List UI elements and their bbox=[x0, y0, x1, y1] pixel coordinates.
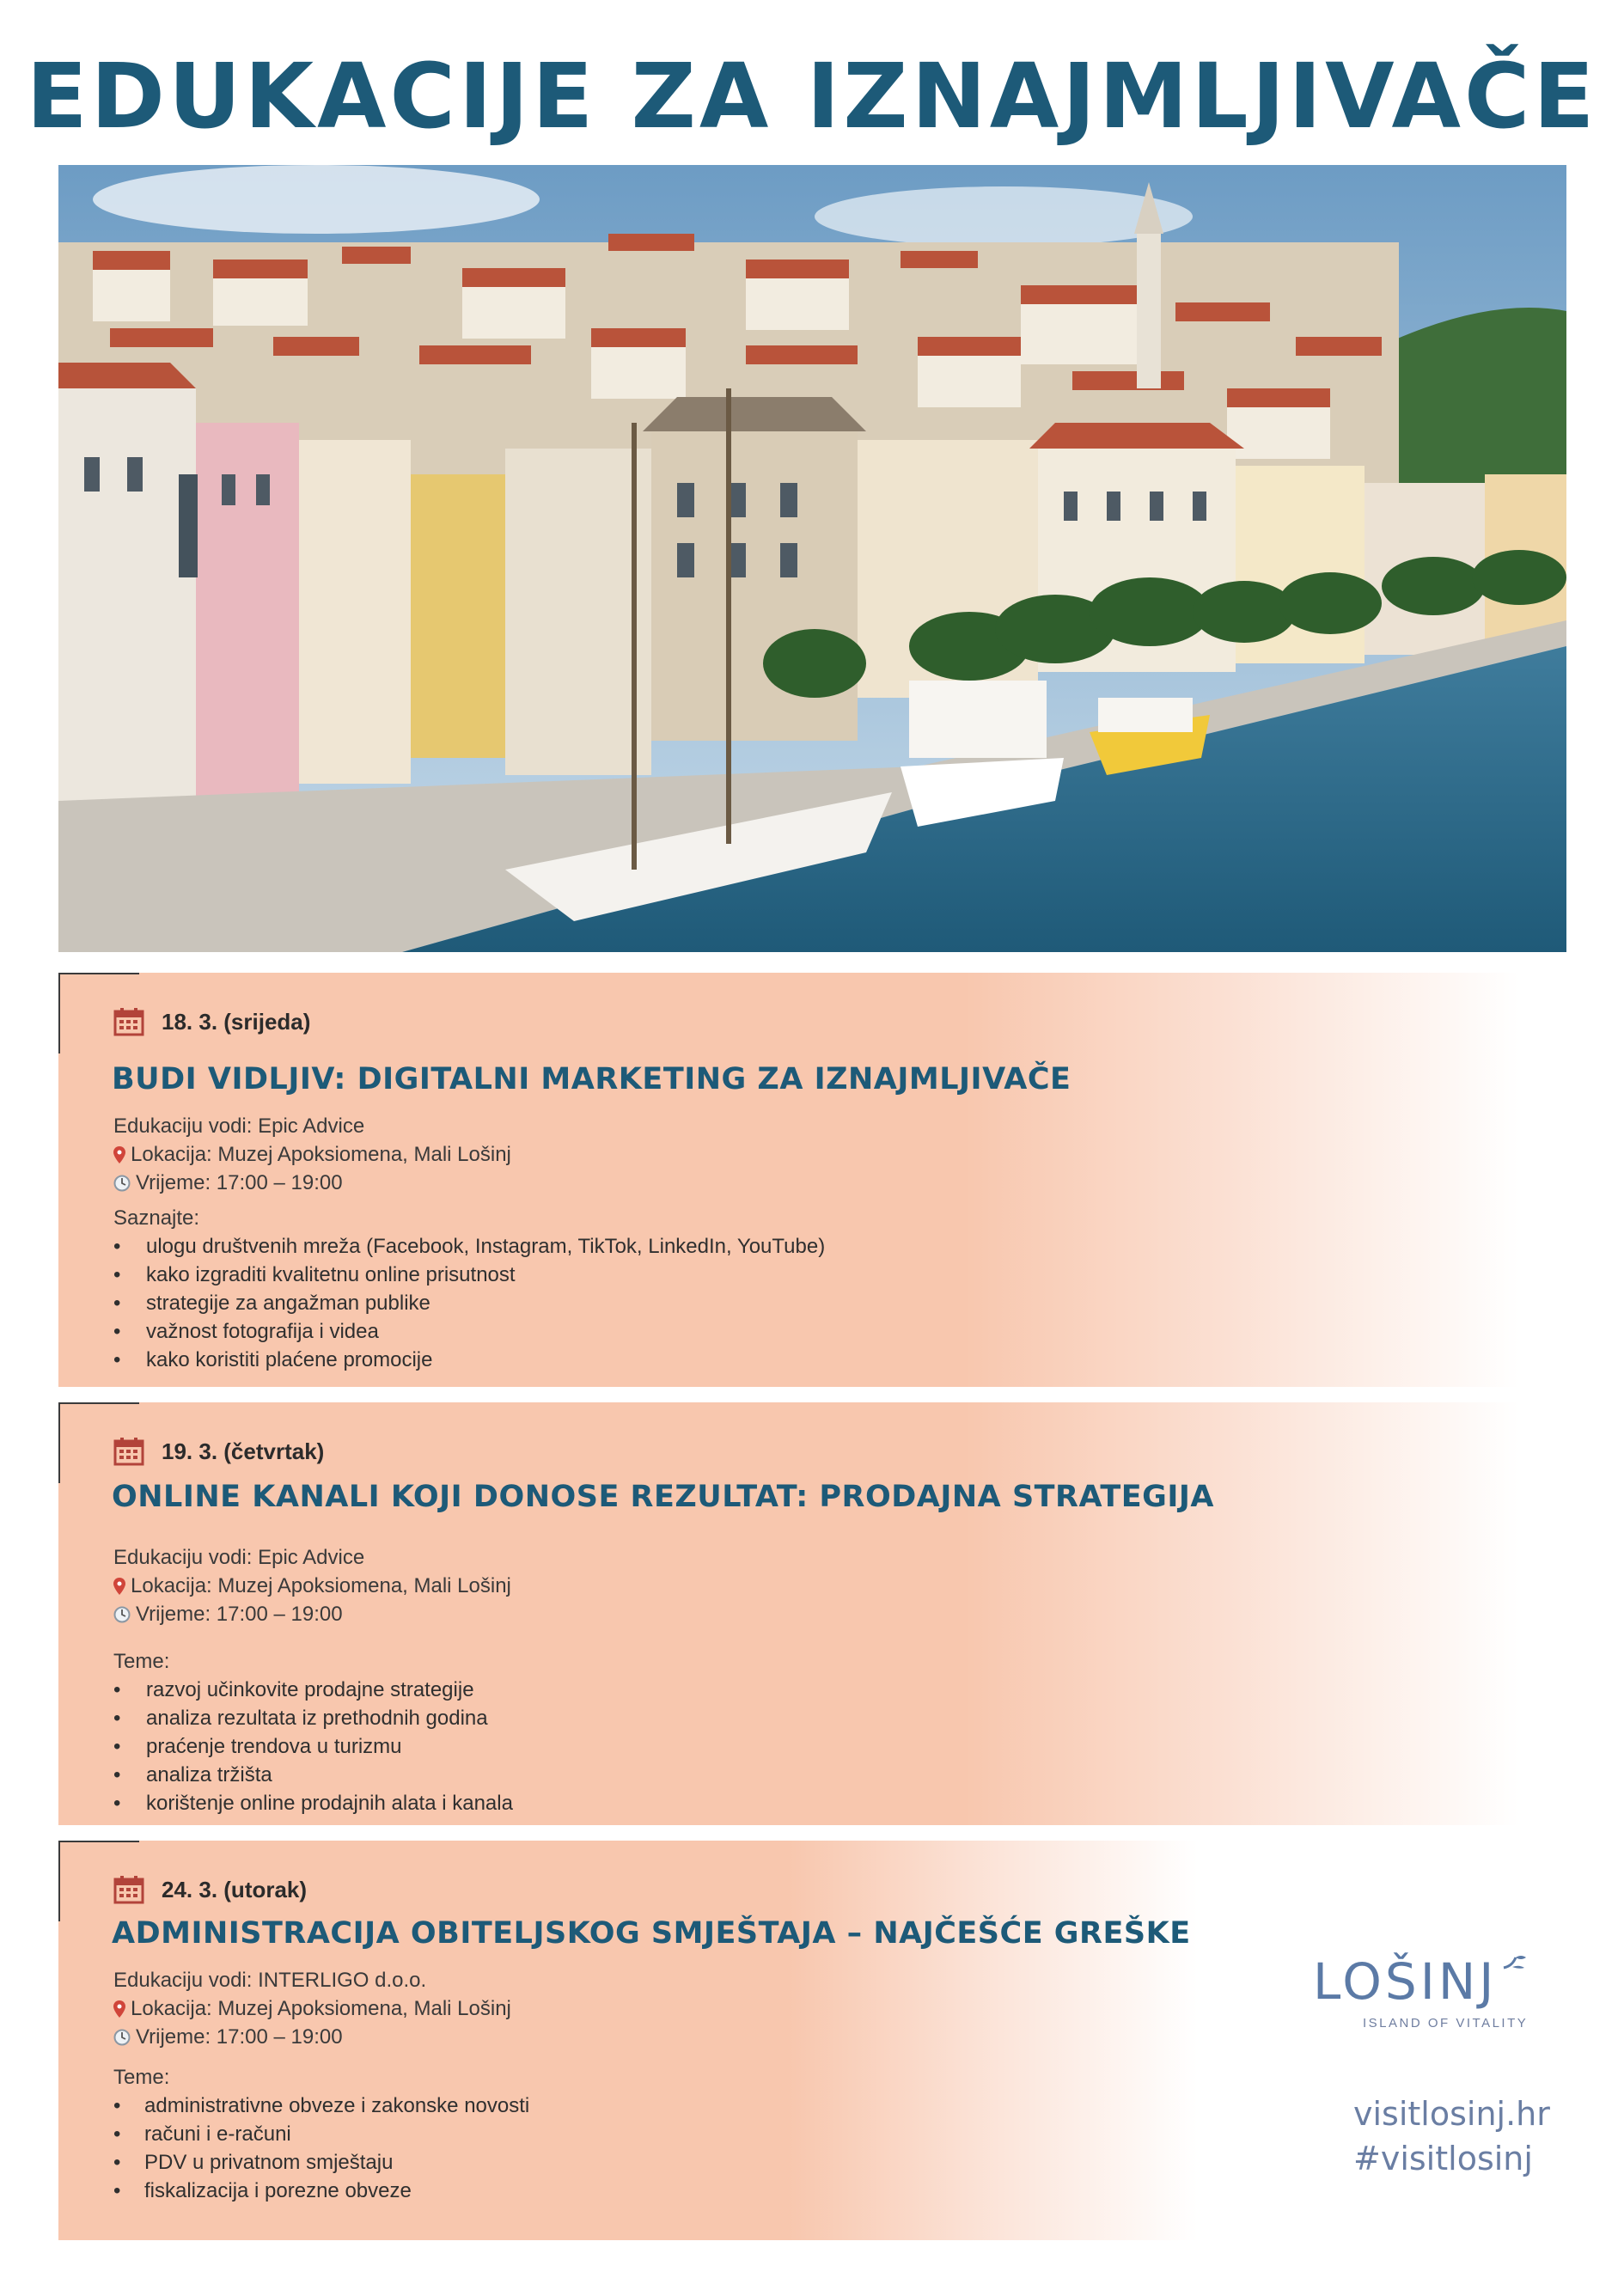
session-info bbox=[113, 1112, 825, 1374]
losinj-logo bbox=[1313, 1952, 1571, 2031]
calendar-icon bbox=[113, 1437, 144, 1466]
calendar-icon bbox=[113, 1875, 144, 1904]
hashtag: #visitlosinj bbox=[1353, 2140, 1533, 2177]
topic-item: • analiza rezultata iz prethodnih godina bbox=[113, 1704, 513, 1732]
location-pin-icon bbox=[113, 2000, 125, 2018]
topics-list bbox=[113, 1676, 513, 1817]
session-info bbox=[113, 1966, 529, 2205]
topic-item: • PDV u privatnom smještaju bbox=[113, 2148, 529, 2177]
sprout-icon bbox=[1500, 1952, 1529, 1982]
session-time-line bbox=[113, 2023, 529, 2051]
topic-item: • administrativne obveze i zakonske novosti bbox=[113, 2092, 529, 2120]
topics-label: Teme: bbox=[113, 1650, 170, 1673]
topic-item: • računi i e-računi bbox=[113, 2120, 529, 2148]
session-location-line bbox=[113, 1994, 529, 2023]
session-title: ADMINISTRACIJA OBITELJSKOG SMJEŠTAJA – NAJČEŠĆE GREŠKE bbox=[112, 1916, 1191, 1951]
session-title: ONLINE KANALI KOJI DONOSE REZULTAT: PRODAJNA STRATEGIJA bbox=[112, 1480, 1215, 1514]
topic-item: • analiza tržišta bbox=[113, 1761, 513, 1789]
session-card-2 bbox=[58, 1402, 1519, 1825]
topics-label: Teme: bbox=[113, 2066, 170, 2089]
topics-list bbox=[113, 2092, 529, 2205]
logo-tagline: ISLAND OF VITALITY bbox=[1363, 2016, 1529, 2031]
clock-icon bbox=[113, 1606, 131, 1623]
page-title: EDUKACIJE ZA IZNAJMLJIVAČE bbox=[26, 44, 1598, 149]
session-time: Vrijeme: 17:00 – 19:00 bbox=[136, 1171, 343, 1194]
topic-item: • ulogu društvenih mreža (Facebook, Instagram, TikTok, LinkedIn, YouTube) bbox=[113, 1232, 825, 1261]
topic-item: • kako koristiti plaćene promocije bbox=[113, 1346, 825, 1374]
logo-text: LOŠINJ bbox=[1313, 1952, 1498, 2011]
session-date: 19. 3. (četvrtak) bbox=[162, 1438, 325, 1464]
session-time: Vrijeme: 17:00 – 19:00 bbox=[136, 2025, 343, 2049]
hero-photo bbox=[58, 165, 1566, 952]
topic-item: • praćenje trendova u turizmu bbox=[113, 1732, 513, 1761]
session-time: Vrijeme: 17:00 – 19:00 bbox=[136, 1603, 343, 1626]
calendar-icon bbox=[113, 1007, 144, 1036]
location-pin-icon bbox=[113, 1578, 125, 1595]
session-date: 24. 3. (utorak) bbox=[162, 1876, 308, 1902]
session-date: 18. 3. (srijeda) bbox=[162, 1008, 311, 1035]
session-info bbox=[113, 1543, 513, 1817]
session-lead: Edukaciju vodi: INTERLIGO d.o.o. bbox=[113, 1969, 427, 1992]
logo-wordmark bbox=[1313, 1952, 1571, 2011]
location-pin-icon bbox=[113, 1146, 125, 1163]
topics-label: Saznajte: bbox=[113, 1206, 200, 1230]
topic-item: • korištenje online prodajnih alata i kanala bbox=[113, 1789, 513, 1817]
session-location-line bbox=[113, 1140, 825, 1169]
session-card-3 bbox=[58, 1841, 1519, 2240]
session-card-1 bbox=[58, 973, 1519, 1387]
topic-item: • kako izgraditi kvalitetnu online prisutnost bbox=[113, 1261, 825, 1289]
session-date-row bbox=[113, 1007, 310, 1036]
clock-icon bbox=[113, 2029, 131, 2046]
contact-block bbox=[1353, 2092, 1550, 2181]
session-date-row bbox=[113, 1875, 307, 1904]
session-date-row bbox=[113, 1437, 324, 1466]
session-location-line bbox=[113, 1572, 513, 1600]
session-location: Lokacija: Muzej Apoksiomena, Mali Lošinj bbox=[131, 1997, 511, 2020]
session-time-line bbox=[113, 1169, 825, 1197]
topic-item: • fiskalizacija i porezne obveze bbox=[113, 2177, 529, 2205]
session-location: Lokacija: Muzej Apoksiomena, Mali Lošinj bbox=[131, 1574, 511, 1597]
topic-item: • strategije za angažman publike bbox=[113, 1289, 825, 1317]
session-location: Lokacija: Muzej Apoksiomena, Mali Lošinj bbox=[131, 1143, 511, 1166]
session-lead: Edukaciju vodi: Epic Advice bbox=[113, 1546, 365, 1569]
topics-list bbox=[113, 1232, 825, 1374]
topic-item: • razvoj učinkovite prodajne strategije bbox=[113, 1676, 513, 1704]
clock-icon bbox=[113, 1175, 131, 1192]
session-time-line bbox=[113, 1600, 513, 1628]
session-title: BUDI VIDLJIV: DIGITALNI MARKETING ZA IZNAJMLJIVAČE bbox=[112, 1062, 1071, 1096]
website-link[interactable]: visitlosinj.hr bbox=[1353, 2095, 1550, 2133]
topic-item: • važnost fotografija i videa bbox=[113, 1317, 825, 1346]
session-lead: Edukaciju vodi: Epic Advice bbox=[113, 1115, 365, 1138]
